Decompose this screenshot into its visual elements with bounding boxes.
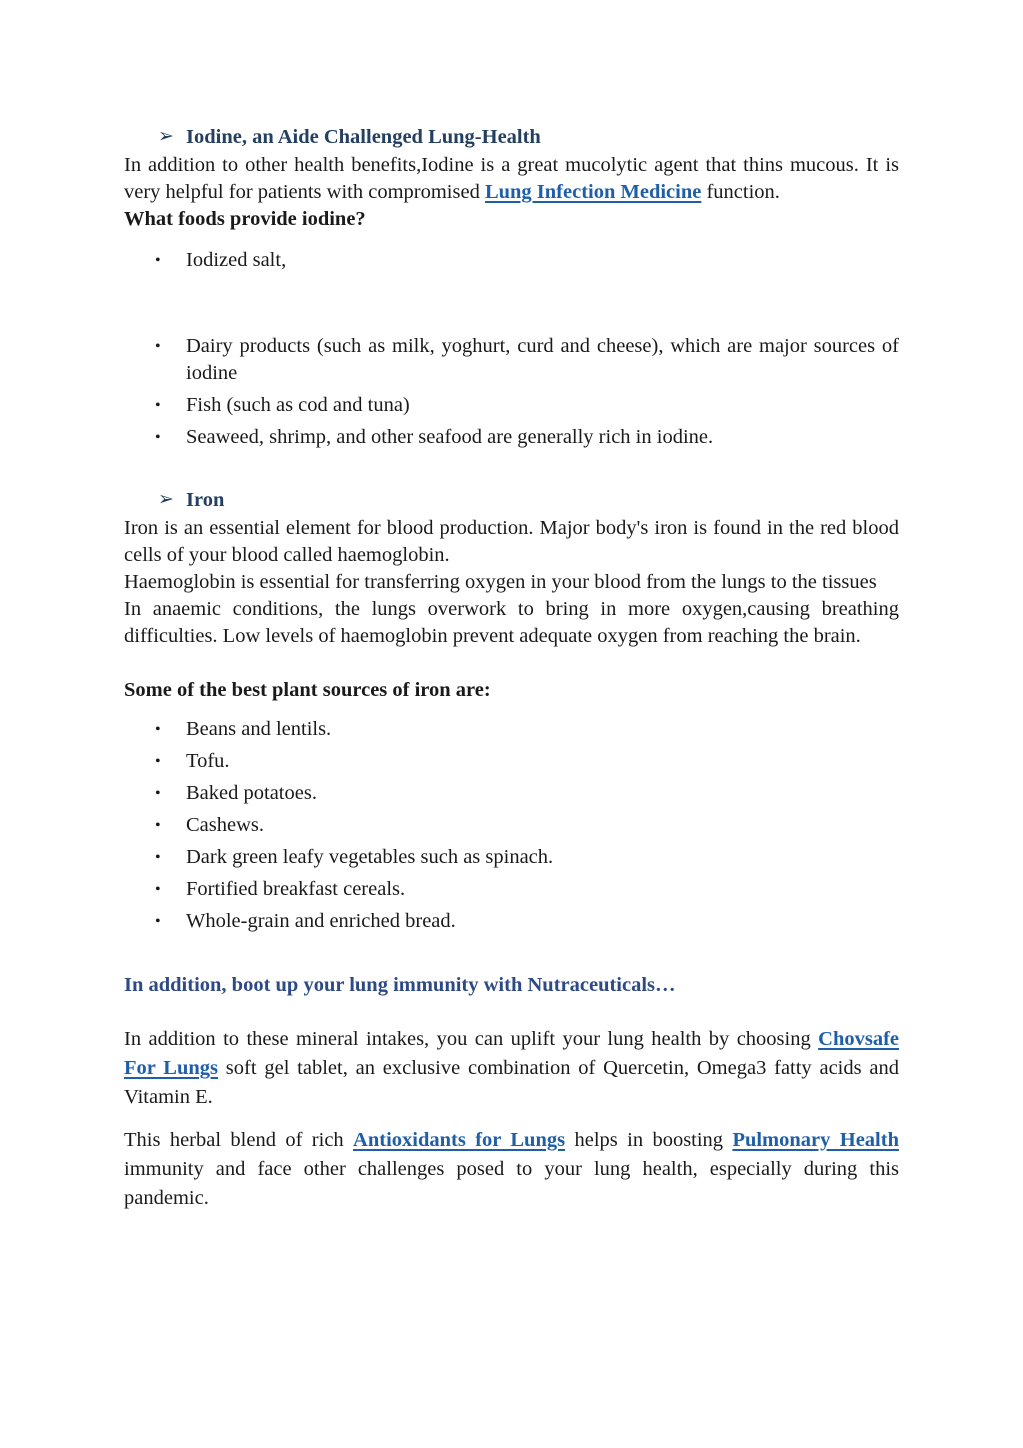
pulmonary-health-link[interactable]: Pulmonary Health	[732, 1129, 899, 1151]
arrow-bullet-icon: ➢	[158, 126, 174, 147]
list-item: • Seaweed, shrimp, and other seafood are generally rich in iodine.	[124, 424, 899, 451]
iodine-foods-question: What foods provide iodine?	[124, 208, 366, 230]
lung-infection-medicine-link[interactable]: Lung Infection Medicine	[484, 181, 702, 203]
iodine-heading-text: Iodine, an Aide Challenged Lung-Health	[186, 126, 541, 148]
nutra-p2-mid: helps in boosting	[565, 1129, 733, 1151]
list-item: • Dark green leafy vegetables such as spinach.	[124, 844, 899, 871]
nutra-p2-end: immunity and face other challenges posed to your lung health, especially during this pandemic.	[124, 1158, 899, 1209]
iron-paragraph-1: Iron is an essential element for blood production. Major body's iron is found in the red blood cells of your blood called haemoglobin.	[124, 517, 899, 566]
nutraceuticals-heading: In addition, boot up your lung immunity with Nutraceuticals…	[124, 974, 676, 996]
nutra-p1-text: In addition to these mineral intakes, you can uplift your lung health by choosing	[124, 1028, 819, 1050]
iron-paragraph-2: Haemoglobin is essential for transferring oxygen in your blood from the lungs to the tissues	[124, 571, 877, 593]
list-item: • Iodized salt,	[124, 247, 899, 274]
nutraceuticals-paragraph-2	[124, 1126, 899, 1213]
nutra-p2-text: This herbal blend of rich	[124, 1129, 354, 1151]
list-item: • Cashews.	[124, 812, 899, 839]
list-item: • Tofu.	[124, 748, 899, 775]
iron-sources-heading: Some of the best plant sources of iron are:	[124, 679, 491, 701]
iodine-intro	[124, 152, 899, 206]
arrow-bullet-icon: ➢	[158, 489, 174, 510]
document-content	[124, 122, 899, 1213]
iodine-intro-end: function.	[701, 181, 780, 203]
list-item: • Fish (such as cod and tuna)	[124, 392, 899, 419]
list-item: • Fortified breakfast cereals.	[124, 876, 899, 903]
iodine-foods-list	[124, 247, 899, 451]
list-item: • Dairy products (such as milk, yoghurt, curd and cheese), which are major sources of iodine	[124, 333, 899, 387]
antioxidants-for-lungs-link[interactable]: Antioxidants for Lungs	[353, 1129, 566, 1151]
iron-sources-list	[124, 716, 899, 935]
list-item: • Whole-grain and enriched bread.	[124, 908, 899, 935]
nutra-p1-end: soft gel tablet, an exclusive combination of Quercetin, Omega3 fatty acids and Vitamin E.	[124, 1057, 899, 1108]
list-item: • Baked potatoes.	[124, 780, 899, 807]
iron-paragraph-3: In anaemic conditions, the lungs overwork to bring in more oxygen,causing breathing difficulties. Low levels of haemoglobin prevent adequate oxygen from reaching the brain.	[124, 598, 899, 647]
iron-heading-text: Iron	[186, 489, 225, 511]
chovsafe-for-lungs-link[interactable]: Chovsafe For Lungs	[124, 1028, 899, 1079]
nutraceuticals-paragraph-1	[124, 1025, 899, 1112]
iron-heading	[158, 485, 899, 515]
iodine-intro-text: In addition to other health benefits,Iodine is a great mucolytic agent that thins mucous. It is very helpful for patients with compromised	[124, 154, 899, 203]
list-item: • Beans and lentils.	[124, 716, 899, 743]
iodine-heading	[158, 122, 899, 152]
